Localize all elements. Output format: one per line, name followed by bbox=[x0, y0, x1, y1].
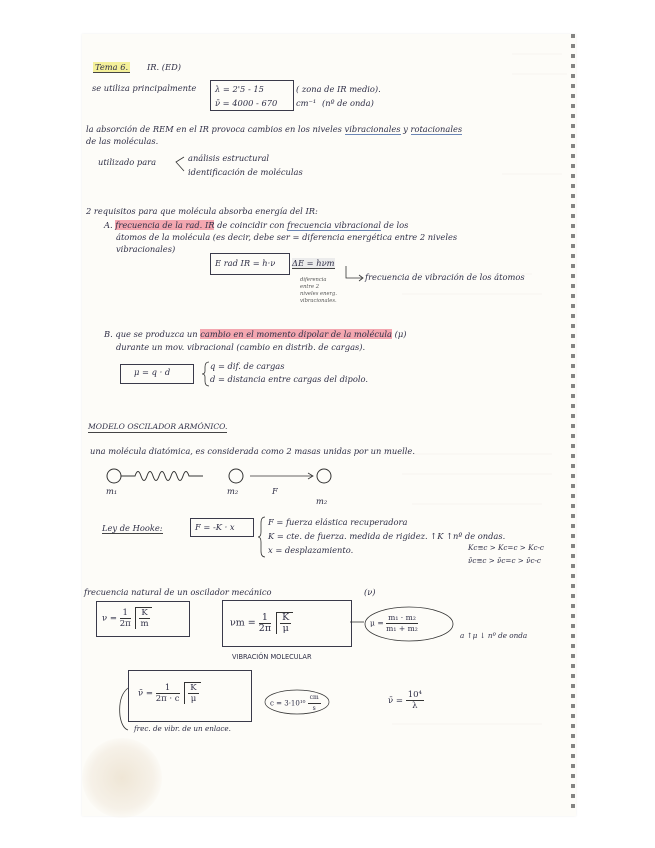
force-label: F bbox=[272, 486, 278, 496]
hooke-label: Ley de Hooke: bbox=[102, 523, 163, 533]
req-b-line1: B. que se produzca un cambio en el momento dipolar de la molécula (μ) bbox=[104, 329, 407, 339]
req-b-line2: durante un mov. vibracional (cambio en distrib. de cargas). bbox=[116, 342, 366, 352]
delta-note-4: vibracionales. bbox=[300, 298, 337, 304]
delta-note-3: niveles energ. bbox=[300, 291, 337, 297]
modelo-description: una molécula diatómica, es considerada como 2 masas unidas por un muelle. bbox=[90, 446, 415, 456]
brace-icon bbox=[202, 361, 210, 387]
freq-vibracion-note: frecuencia de vibración de los átomos bbox=[365, 272, 525, 282]
tema-title: IR. (ED) bbox=[147, 62, 181, 72]
delta-note-2: entre 2 bbox=[300, 284, 319, 290]
hooke-formula: F = -K · x bbox=[195, 522, 235, 532]
m1-label: m₁ bbox=[106, 486, 118, 496]
def-k: K = cte. de fuerza. medida de rigidez. ↑K ↑nº de ondas. bbox=[268, 531, 506, 541]
c-value: c = 3·10¹⁰ $\frac{cm}{s}$ bbox=[270, 694, 319, 712]
delta-formula: ΔE = hνm bbox=[292, 258, 335, 268]
spring-diagram bbox=[102, 464, 342, 500]
link-line-icon bbox=[350, 618, 364, 626]
modelo-title: MODELO OSCILADOR ARMÓNICO. bbox=[88, 422, 228, 431]
page-binding-edge bbox=[571, 34, 575, 814]
notebook-page bbox=[82, 34, 576, 816]
uso-identificacion: identificación de moléculas bbox=[188, 167, 303, 177]
utilizado-para: utilizado para bbox=[98, 157, 157, 167]
k-order: Kc≡c > Kc=c > Kc-c bbox=[468, 543, 544, 552]
wavenumber-range: ν̄ = 4000 - 670 bbox=[215, 98, 278, 108]
brace-icon bbox=[258, 516, 266, 558]
q-definition: q = dif. de cargas bbox=[210, 361, 285, 371]
delta-note-1: diferencia bbox=[300, 277, 327, 283]
def-x: x = desplazamiento. bbox=[268, 545, 354, 555]
frecuencia-title: frecuencia natural de un oscilador mecánico bbox=[84, 587, 272, 597]
vib-label: VIBRACIÓN MOLECULAR bbox=[232, 653, 312, 661]
uso-analisis: análisis estructural bbox=[188, 153, 270, 163]
m2b-label: m₂ bbox=[316, 496, 328, 506]
v-order: ν̄c≡c > ν̄c=c > ν̄c-c bbox=[468, 556, 541, 565]
f3-formula: ν̄ = $\frac{1}{2\pi \cdot c}$ $\frac{K}{\mu}$ bbox=[138, 682, 201, 704]
brace-branch-icon bbox=[172, 154, 186, 176]
arrow-corner-icon bbox=[344, 264, 366, 286]
bottom-note: frec. de vibr. de un enlace. bbox=[134, 724, 231, 733]
m2-label: m₂ bbox=[227, 486, 239, 496]
wavenumber-unit: cm⁻¹ bbox=[296, 98, 317, 108]
req-a-line3: vibracionales) bbox=[116, 244, 176, 254]
curve-arrow-icon bbox=[116, 686, 130, 732]
mu-formula-reduced: μ = $\frac{\text{m₁ · m₂}}{\text{m₁ + m₂}}$ bbox=[370, 613, 418, 633]
d-definition: d = distancia entre cargas del dipolo. bbox=[210, 374, 369, 384]
erad-formula: E rad IR = h·ν bbox=[215, 258, 276, 268]
absorption-text-2: de las moléculas. bbox=[86, 136, 159, 146]
tema-label: Tema 6. bbox=[95, 62, 129, 72]
nu-symbol: (ν) bbox=[364, 587, 376, 597]
coffee-stain bbox=[82, 738, 162, 818]
se-utiliza-text: se utiliza principalmente bbox=[92, 83, 197, 93]
req-a-line1: A. frecuencia de la rad. IR de coincidir con frecuencia vibracional de los bbox=[104, 220, 409, 230]
requisitos-title: 2 requisitos para que molécula absorba energía del IR: bbox=[86, 206, 318, 216]
mu-formula: μ = q · d bbox=[134, 367, 171, 377]
lambda-range: λ = 2'5 - 15 bbox=[215, 84, 264, 94]
absorption-text-1: la absorción de REM en el IR provoca cambios en los niveles vibracionales y rotacionales bbox=[86, 124, 463, 134]
lambda-note: ( zona de IR medio). bbox=[296, 84, 381, 94]
req-a-line2: átomos de la molécula (es decir, debe ser = diferencia energética entre 2 niveles bbox=[116, 232, 458, 242]
wavenumber-note: (nº de onda) bbox=[322, 98, 374, 108]
f4-formula: ν̄ = $\frac{\text{10⁴}}{\lambda}$ bbox=[388, 690, 422, 711]
f2-formula: νm = $\frac{1}{2\pi}$ $\frac{K}{\mu}$ bbox=[230, 612, 293, 634]
f1-formula: ν = $\frac{1}{2\pi}$ $\frac{K}{m}$ bbox=[102, 607, 152, 629]
def-f: F = fuerza elástica recuperadora bbox=[268, 517, 408, 527]
mu-note: a ↑μ ↓ nº de onda bbox=[460, 631, 528, 640]
